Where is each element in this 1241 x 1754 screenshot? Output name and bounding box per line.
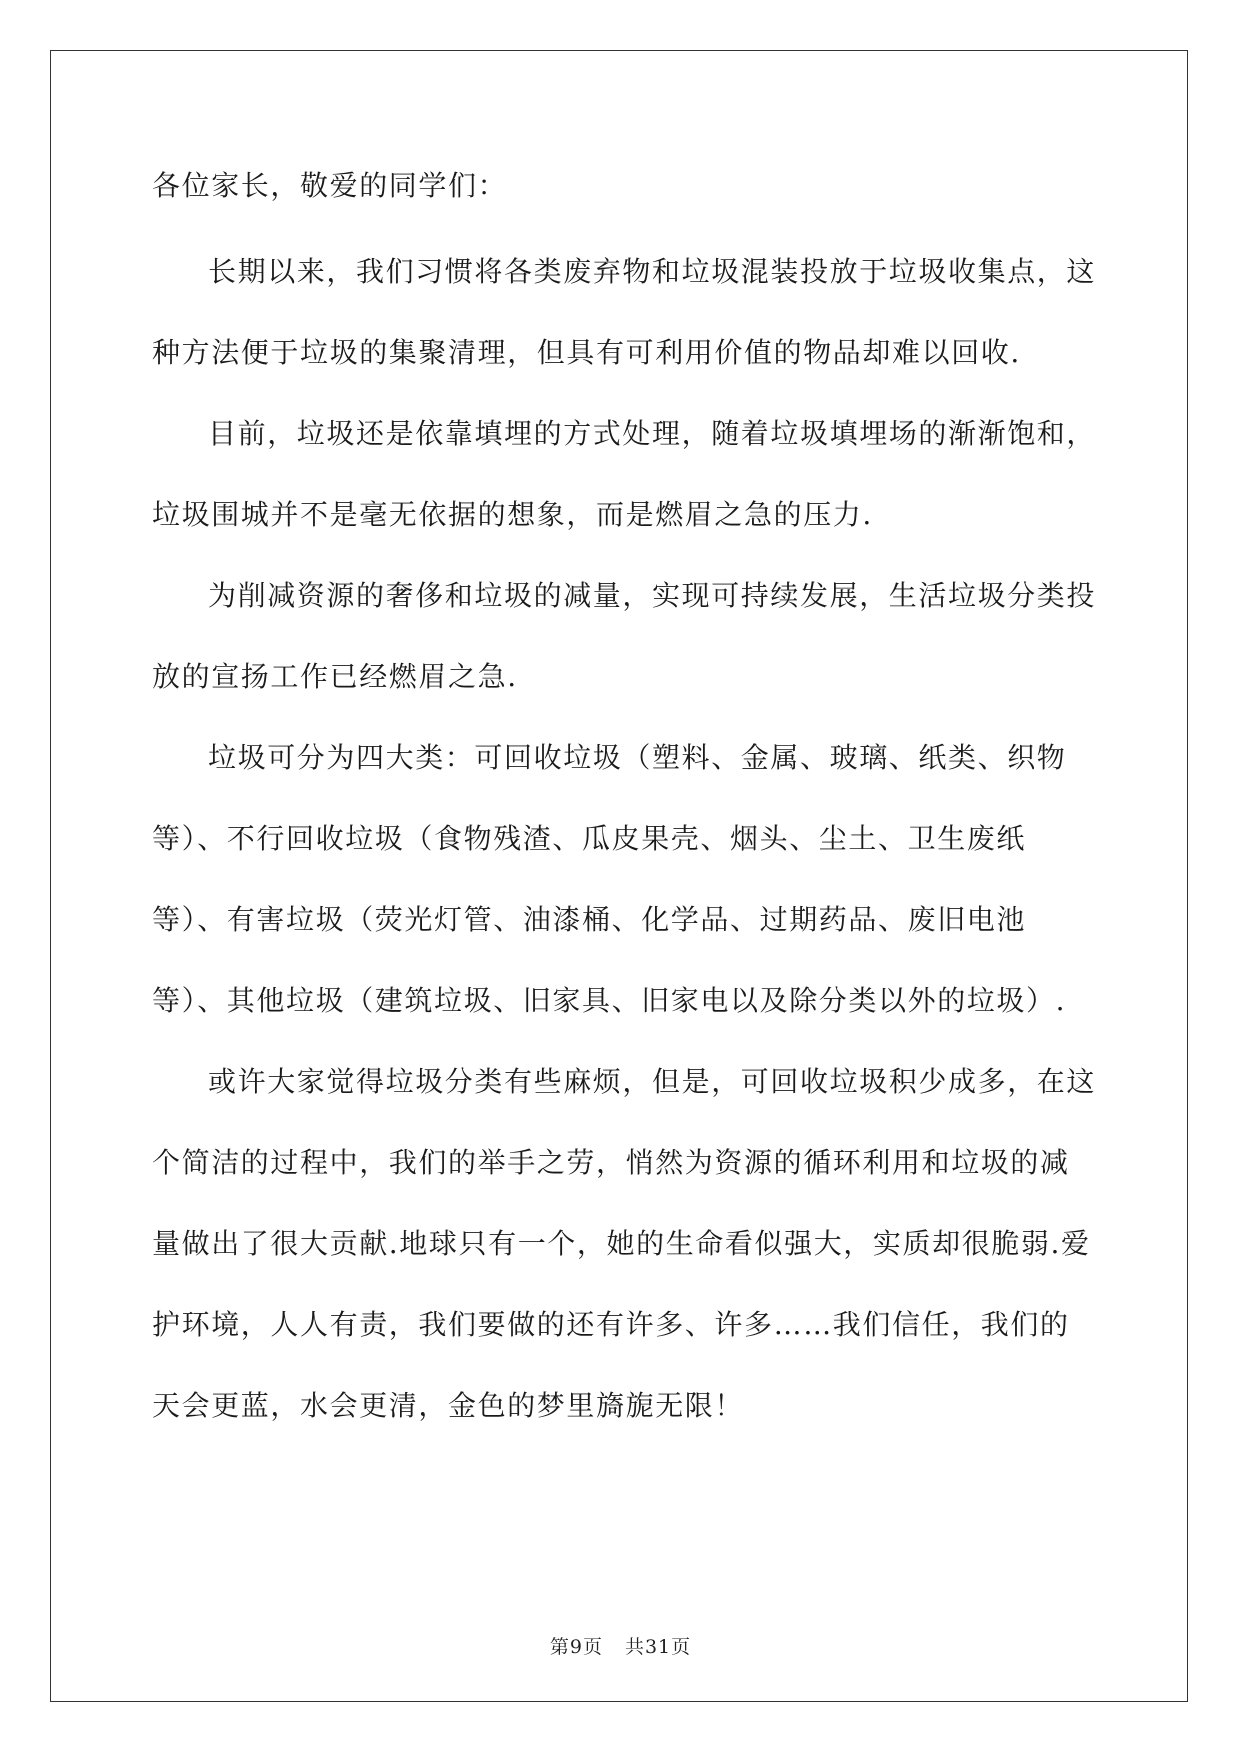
document-body [152, 160, 1097, 1446]
paragraph-1: 长期以来，我们习惯将各类废弃物和垃圾混装投放于垃圾收集点，这种方法便于垃圾的集聚清理，但具有可利用价值的物品却难以回收. [152, 255, 1097, 369]
greeting: 各位家长，敬爱的同学们： [152, 169, 508, 202]
paragraph-4: 垃圾可分为四大类：可回收垃圾（塑料、金属、玻璃、纸类、织物等）、不行回收垃圾（食物残渣、瓜皮果壳、烟头、尘土、卫生废纸等）、有害垃圾（荧光灯管、油漆桶、化学品、过期药品、废旧电池等）、其他垃圾（建筑垃圾、旧家具、旧家电以及除分类以外的垃圾）. [152, 741, 1067, 1017]
paragraph-3: 为削减资源的奢侈和垃圾的减量，实现可持续发展，生活垃圾分类投放的宣扬工作已经燃眉之急. [152, 579, 1097, 693]
paragraph-5: 或许大家觉得垃圾分类有些麻烦，但是，可回收垃圾积少成多，在这个简洁的过程中，我们的举手之劳，悄然为资源的循环利用和垃圾的减量做出了很大贡献.地球只有一个，她的生命看似强大，实质却很脆弱.爱护环境，人人有责，我们要做的还有许多、许多……我们信任，我们的天会更蓝，水会更清，金色的梦里旖旎无限！ [152, 1065, 1097, 1422]
page-total: 共31页 [624, 1636, 692, 1658]
paragraph-2: 目前，垃圾还是依靠填埋的方式处理，随着垃圾填埋场的渐渐饱和，垃圾围城并不是毫无依据的想象，而是燃眉之急的压力. [152, 417, 1097, 531]
page-footer [0, 1632, 1241, 1659]
page-number: 第9页 [549, 1636, 603, 1658]
